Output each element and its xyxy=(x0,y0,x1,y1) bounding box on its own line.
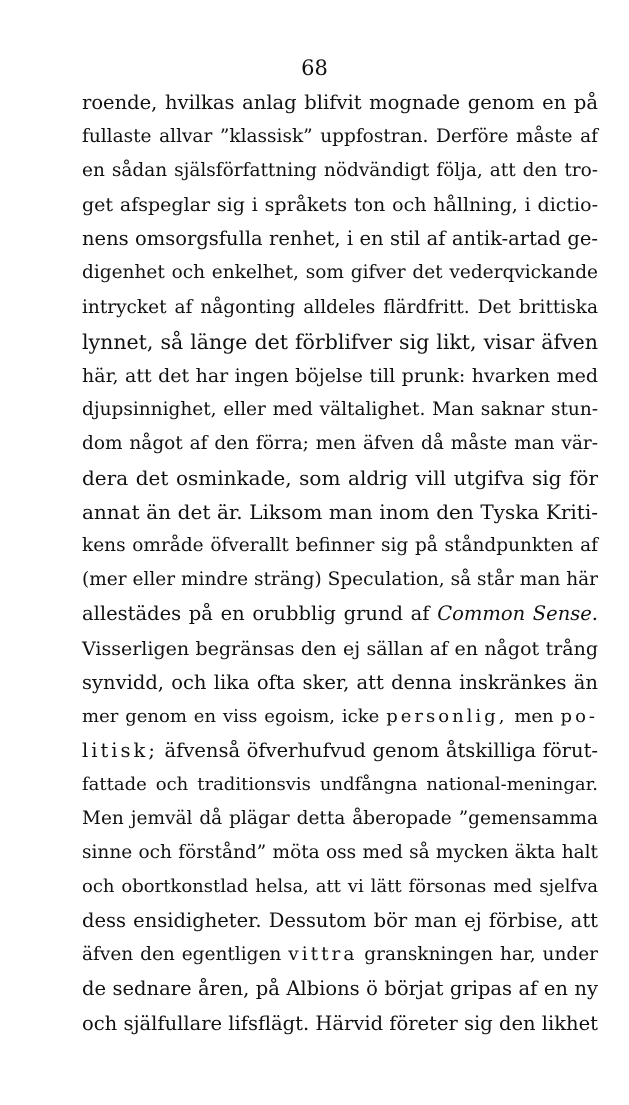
text-line xyxy=(82,700,598,734)
text-line xyxy=(82,870,598,904)
text-run: här, att det har ingen böjelse till prunk: hvarken med xyxy=(82,364,598,387)
emphasized-word: personlig, xyxy=(386,705,508,727)
text-run: synvidd, och lika ofta sker, att denna inskränkes än xyxy=(82,670,598,694)
text-run: dess ensidigheter. Dessutom bör man ej förbise, att xyxy=(82,909,598,933)
text-line xyxy=(82,597,598,631)
text-line xyxy=(82,904,598,938)
text-run: roende, hvilkas anlag blifvit mognade genom en på xyxy=(82,91,598,114)
text-line xyxy=(82,495,598,529)
text-line xyxy=(82,120,598,154)
text-line xyxy=(82,222,598,256)
text-run: och själfullare lifsflägt. Härvid företer sig den likhet xyxy=(82,1011,598,1035)
emphasized-word: po- xyxy=(560,705,598,727)
text-run: allestädes på en orubblig grund af xyxy=(82,602,438,626)
text-run: Men jemväl då plägar detta åberopade ”gemensamma xyxy=(82,807,598,829)
text-run: nens omsorgsfulla renhet, i en stil af antik-artad ge- xyxy=(82,227,598,251)
text-line xyxy=(82,632,598,666)
text-line xyxy=(82,154,598,188)
text-line xyxy=(82,836,598,870)
text-run: digenhet och enkelhet, som gifver det vederqvickande xyxy=(82,262,598,284)
text-line xyxy=(82,427,598,461)
text-line xyxy=(82,188,598,222)
text-line xyxy=(82,563,598,597)
text-line xyxy=(82,802,598,836)
text-line xyxy=(82,325,598,359)
text-line xyxy=(82,666,598,700)
text-run: de sednare åren, på Albions ö börjat gripas af en ny xyxy=(82,977,598,1001)
text-line xyxy=(82,529,598,563)
text-run: get afspeglar sig i språkets ton och hållning, i dictio- xyxy=(82,194,598,217)
text-run: Visserligen begränsas den ej sällan af en något trång xyxy=(82,637,598,660)
text-run: fattade och traditionsvis undfångna national-meningar. xyxy=(82,773,598,795)
text-run: annat än det är. Liksom man inom den Tyska Kriti- xyxy=(82,500,598,525)
text-run: granskningen har, under xyxy=(357,944,599,966)
text-run: och obortkonstlad helsa, att vi lätt försonas med sjelfva xyxy=(82,876,598,898)
text-line xyxy=(82,938,598,972)
text-run: djupsinnighet, eller med vältalighet. Man saknar stun- xyxy=(82,398,598,420)
text-run: äfvenså öfverhufvud genom åtskilliga förut- xyxy=(157,738,598,762)
text-line xyxy=(82,734,598,768)
text-line xyxy=(82,86,598,120)
text-line xyxy=(82,768,598,802)
text-run: sinne och förstånd” möta oss med så mycken äkta halt xyxy=(82,842,598,864)
text-run: dom något af den förra; men äfven då måste man vär- xyxy=(82,432,598,454)
text-line xyxy=(82,461,598,495)
text-run: mer genom en viss egoism, icke xyxy=(82,705,387,727)
emphasized-word: vittra xyxy=(288,944,358,966)
text-line xyxy=(82,256,598,290)
text-run: kens område öfverallt befinner sig på ståndpunkten af xyxy=(82,535,598,557)
text-run: fullaste allvar ”klassisk” uppfostran. Derföre måste af xyxy=(82,126,598,148)
italic-phrase: Common Sense. xyxy=(437,602,599,626)
text-line xyxy=(82,1007,598,1041)
page-number: 68 xyxy=(301,56,328,80)
text-line xyxy=(82,291,598,325)
text-run: (mer eller mindre sträng) Speculation, så står man här xyxy=(82,569,598,591)
text-run: en sådan själsförfattning nödvändigt följa, att den tro- xyxy=(82,160,598,182)
text-run: dera det osminkade, som aldrig vill utgifva sig för xyxy=(82,466,598,491)
text-run: intrycket af någonting alldeles flärdfritt. Det brittiska xyxy=(82,296,598,318)
text-run: äfven den egentligen xyxy=(82,944,289,966)
text-line xyxy=(82,359,598,393)
text-run: lynnet, så länge det förblifver sig likt, visar äfven xyxy=(82,329,598,354)
text-line xyxy=(82,972,598,1006)
emphasized-word: litisk; xyxy=(82,738,158,762)
body-text xyxy=(82,86,598,1041)
text-run: men xyxy=(507,705,561,727)
text-line xyxy=(82,393,598,427)
